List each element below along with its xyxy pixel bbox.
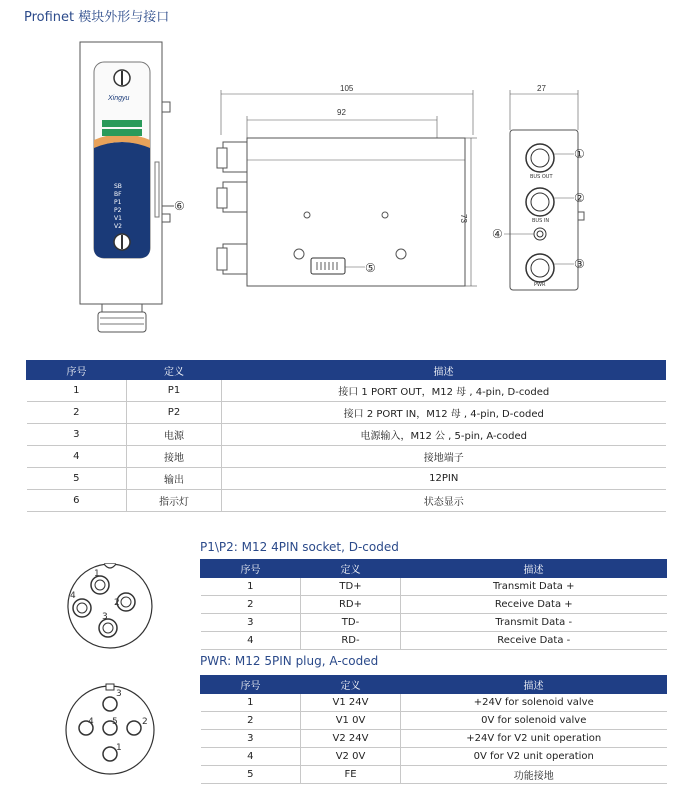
pwr-pin-4: 4 [88, 717, 94, 727]
interface-table-row [27, 380, 666, 402]
p1p2-table-cell-no: 1 [201, 578, 301, 596]
p1p2-table-row [201, 614, 667, 632]
p1p2-header-description: 描述 [401, 560, 667, 578]
callout-1: ① [574, 147, 585, 161]
p1p2-table-cell-description: Receive Data + [401, 596, 667, 614]
interface-table-row [27, 402, 666, 424]
led-label: V2 [114, 223, 122, 230]
interface-table-row [27, 424, 666, 446]
led-indicator-list [114, 183, 122, 230]
pwr-table-cell-no: 5 [201, 766, 301, 784]
pwr-table-row [201, 748, 667, 766]
pwr-pin-5: 5 [112, 717, 118, 727]
interface-table-cell-definition: P2 [127, 402, 222, 424]
pwr-table-cell-no: 4 [201, 748, 301, 766]
led-label: P2 [114, 207, 122, 214]
callout-3: ③ [574, 257, 585, 271]
pwr-table-cell-definition: V2 0V [301, 748, 401, 766]
interface-table-row [27, 468, 666, 490]
pwr-table-row [201, 712, 667, 730]
pwr-table-row [201, 730, 667, 748]
interface-table-cell-no: 5 [27, 468, 127, 490]
port-label-pwr: PWR [534, 282, 546, 288]
p1p2-header-no: 序号 [201, 560, 301, 578]
callout-2: ② [574, 191, 585, 205]
p1p2-table-cell-description: Receive Data - [401, 632, 667, 650]
led-label: SB [114, 183, 122, 190]
p1p2-header-definition: 定义 [301, 560, 401, 578]
callout-4: ④ [492, 227, 503, 241]
interface-table-cell-description: 电源输入，M12 公 , 5-pin, A-coded [222, 424, 666, 446]
interface-table-cell-definition: 指示灯 [127, 490, 222, 512]
interface-table-row [27, 490, 666, 512]
pwr-table-cell-description: +24V for V2 unit operation [401, 730, 667, 748]
page-title: Profinet 模块外形与接口 [24, 10, 170, 25]
pwr-table-cell-description: +24V for solenoid valve [401, 694, 667, 712]
p1p2-table-cell-definition: RD- [301, 632, 401, 650]
p1p2-table-header [201, 560, 667, 578]
pwr-table-cell-no: 3 [201, 730, 301, 748]
interface-table-cell-no: 4 [27, 446, 127, 468]
interface-table-cell-no: 3 [27, 424, 127, 446]
side-view-drawing [215, 80, 475, 300]
pwr-header-no: 序号 [201, 676, 301, 694]
p1p2-title: P1\P2: M12 4PIN socket, D-coded [200, 540, 399, 554]
pwr-table-row [201, 694, 667, 712]
interface-table-cell-definition: 输出 [127, 468, 222, 490]
p1p2-table-cell-no: 3 [201, 614, 301, 632]
led-label: V1 [114, 215, 122, 222]
interface-table-cell-no: 1 [27, 380, 127, 402]
p1p2-table-row [201, 596, 667, 614]
led-label: BF [114, 191, 122, 198]
p1p2-pinout-diagram [60, 560, 160, 650]
p1p2-pin-1: 1 [94, 569, 100, 579]
p1p2-table-cell-no: 2 [201, 596, 301, 614]
interface-table-cell-definition: P1 [127, 380, 222, 402]
interface-table-cell-description: 状态显示 [222, 490, 666, 512]
pwr-header-definition: 定义 [301, 676, 401, 694]
p1p2-table [200, 559, 667, 650]
output-connector [311, 258, 345, 274]
interface-table [26, 360, 666, 512]
pwr-table-cell-description: 功能接地 [401, 766, 667, 784]
interface-table-header [27, 361, 666, 380]
pwr-table-cell-definition: V2 24V [301, 730, 401, 748]
pwr-header-description: 描述 [401, 676, 667, 694]
interface-table-cell-description: 接口 2 PORT IN，M12 母 , 4-pin, D-coded [222, 402, 666, 424]
interface-table-cell-description: 接口 1 PORT OUT，M12 母 , 4-pin, D-coded [222, 380, 666, 402]
port-label-bus-in: BUS IN [532, 218, 550, 224]
callout-6: ⑥ [174, 199, 185, 213]
interface-table-cell-description: 接地端子 [222, 446, 666, 468]
dimension-27: 27 [537, 84, 546, 93]
p1p2-table-row [201, 632, 667, 650]
dimension-105: 105 [340, 84, 354, 93]
port-label-bus-out: BUS OUT [530, 174, 553, 180]
pwr-table-row [201, 766, 667, 784]
dimension-92: 92 [337, 108, 346, 117]
header-definition: 定义 [127, 361, 222, 380]
p1p2-table-cell-definition: TD- [301, 614, 401, 632]
pwr-table-cell-no: 2 [201, 712, 301, 730]
pwr-table-cell-definition: V1 24V [301, 694, 401, 712]
p1p2-table-row [201, 578, 667, 596]
interface-table-cell-description: 12PIN [222, 468, 666, 490]
p1p2-pin-2: 2 [114, 598, 120, 608]
interface-table-cell-definition: 接地 [127, 446, 222, 468]
brand-logo: Xingyu [108, 95, 130, 102]
header-no: 序号 [27, 361, 127, 380]
led-label: P1 [114, 199, 122, 206]
p1p2-table-cell-description: Transmit Data - [401, 614, 667, 632]
p1p2-table-cell-definition: TD+ [301, 578, 401, 596]
pwr-pinout-diagram [60, 680, 160, 780]
pwr-table-cell-definition: FE [301, 766, 401, 784]
pwr-table-cell-description: 0V for solenoid valve [401, 712, 667, 730]
callout-5: ⑤ [365, 261, 376, 275]
p1p2-pin-3: 3 [102, 612, 108, 622]
dimension-73: 73 [459, 214, 468, 223]
interface-table-row [27, 446, 666, 468]
pwr-table-cell-definition: V1 0V [301, 712, 401, 730]
end-view-drawing [492, 82, 610, 302]
header-description: 描述 [222, 361, 666, 380]
pwr-table-cell-no: 1 [201, 694, 301, 712]
p1p2-table-cell-definition: RD+ [301, 596, 401, 614]
pwr-pin-3: 3 [116, 689, 122, 699]
pwr-pin-2: 2 [142, 717, 148, 727]
p1p2-table-cell-no: 4 [201, 632, 301, 650]
p1p2-table-cell-description: Transmit Data + [401, 578, 667, 596]
pwr-table-header [201, 676, 667, 694]
front-view-drawing [70, 42, 210, 342]
interface-table-cell-no: 6 [27, 490, 127, 512]
pwr-pin-1: 1 [116, 743, 122, 753]
interface-table-cell-no: 2 [27, 402, 127, 424]
p1p2-pin-4: 4 [70, 591, 76, 601]
pwr-table [200, 675, 667, 784]
pwr-title: PWR: M12 5PIN plug, A-coded [200, 654, 379, 668]
interface-table-cell-definition: 电源 [127, 424, 222, 446]
pwr-table-cell-description: 0V for V2 unit operation [401, 748, 667, 766]
